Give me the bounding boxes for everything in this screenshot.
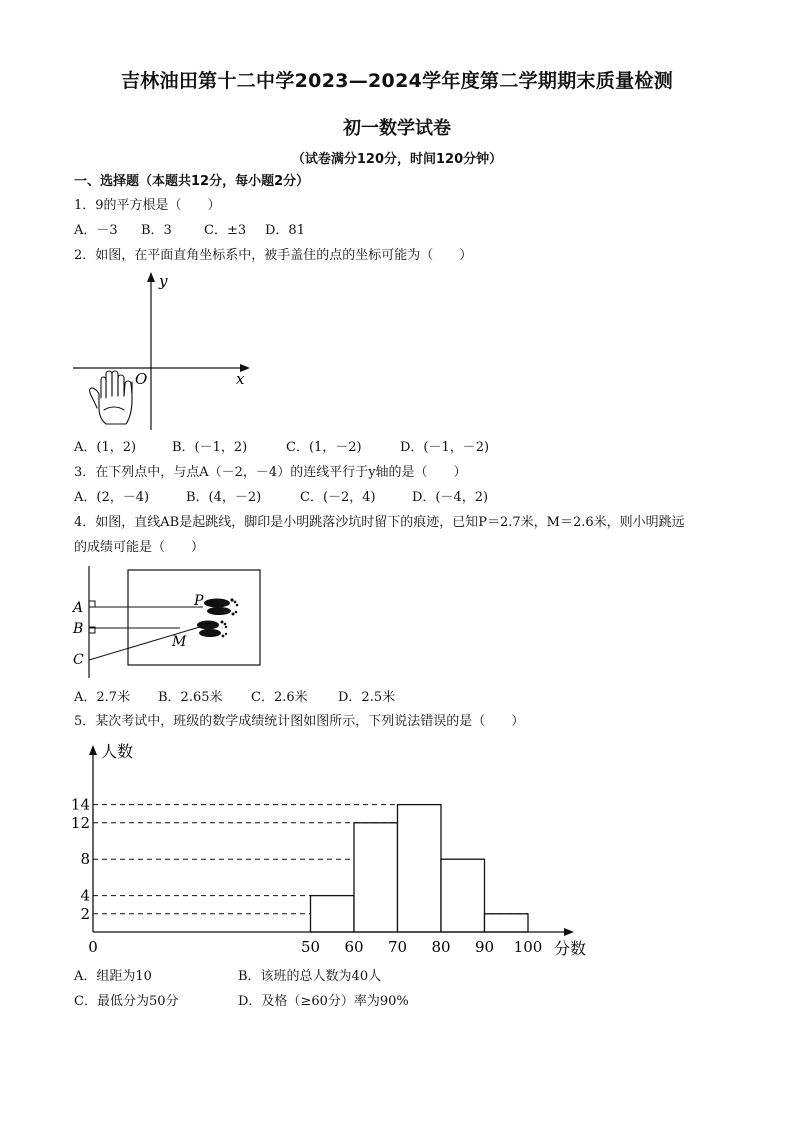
histogram-bar-80-90 [441,859,485,932]
histogram-bar-60-70 [354,823,398,932]
q5-option-a: A．组距为10 [74,969,152,984]
point-a-label: A [73,600,84,616]
histogram-x-tick-3: 70 [387,938,408,956]
point-p-label: P [194,593,204,609]
q1-stem: 1．9的平方根是（ ） [74,198,221,213]
histogram-y-tick-1: 4 [80,886,90,905]
score-histogram [70,735,587,965]
histogram-bar-70-80 [398,805,442,932]
q2-option-a: A．(1，2) [74,440,137,455]
q2-stem: 2．如图，在平面直角坐标系中，被手盖住的点的坐标可能为（ ） [74,248,473,263]
histogram-y-tick-2: 8 [80,850,90,869]
q3-stem: 3．在下列点中，与点A（－2，－4）的连线平行于y轴的是（ ） [74,465,467,480]
histogram-x-tick-2: 60 [344,938,364,956]
q4-option-c: C．2.6米 [251,690,308,705]
histogram-x-axis-arrow [564,928,574,936]
point-c-label: C [73,652,84,668]
q4-long-jump-figure [70,563,270,681]
q5-stem: 5．某次考试中，班级的数学成绩统计图如图所示，下列说法错误的是（ ） [74,714,525,729]
histogram-y-axis-arrow [89,745,97,755]
q1-option-d: D．81 [265,223,305,238]
histogram-x-tick-1: 50 [300,938,321,956]
histogram-y-label: 人数 [101,742,134,761]
exam-note: （试卷满分120分，时间120分钟） [291,152,503,167]
q5-option-d: D．及格（≥60分）率为90% [238,994,409,1009]
q3-option-c: C．(－2，4) [300,490,376,505]
histogram-y-tick-0: 2 [80,904,90,923]
q3-option-b: B．(4，－2) [186,490,262,505]
q4-option-d: D．2.5米 [338,690,396,705]
histogram-x-label: 分数 [554,939,587,958]
q3-option-a: A．(2，－4) [74,490,150,505]
histogram-bar-90-100 [485,914,529,932]
histogram-x-tick-0: 0 [88,938,98,956]
histogram-bar-50-60 [311,896,355,932]
histogram-y-tick-3: 12 [70,813,90,832]
q5-option-c: C．最低分为50分 [74,994,179,1009]
q2-coordinate-figure [70,270,260,432]
q2-option-c: C．(1，－2) [286,440,362,455]
exam-title: 吉林油田第十二中学2023—2024学年度第二学期期末质量检测 [120,70,674,92]
y-axis-arrow [147,272,155,282]
hand-icon [90,371,132,424]
sand-pit [128,570,260,665]
point-b-label: B [73,621,84,637]
q1-option-a: A．－3 [74,223,118,238]
right-angle-a [89,601,95,607]
histogram-y-tick-4: 14 [70,795,90,814]
section-heading: 一、选择题（本题共12分，每小题2分） [74,174,310,189]
q2-option-d: D．(－1，－2) [400,440,490,455]
q1-option-b: B．3 [141,223,172,238]
y-axis-label: y [159,272,168,290]
x-axis-label: x [236,370,245,388]
point-m-label: M [172,634,187,650]
q4-option-b: B．2.65米 [158,690,223,705]
q2-option-b: B．(－1，2) [172,440,248,455]
q3-option-d: D．(－4，2) [412,490,489,505]
q1-option-c: C．±3 [204,223,247,238]
histogram-x-tick-4: 80 [431,938,451,956]
origin-label: O [135,370,148,388]
q4-option-a: A．2.7米 [74,690,131,705]
q5-option-b: B．该班的总人数为40人 [238,969,382,984]
exam-subtitle: 初一数学试卷 [343,118,451,139]
q4-stem-line1: 4．如图，直线AB是起跳线，脚印是小明跳落沙坑时留下的痕迹，已知P＝2.7米，M＝2.6米，则小明跳远 [74,515,685,530]
histogram-x-tick-5: 90 [474,938,495,956]
histogram-x-tick-6: 100 [513,938,543,956]
q4-stem-line2: 的成绩可能是（ ） [74,540,205,555]
